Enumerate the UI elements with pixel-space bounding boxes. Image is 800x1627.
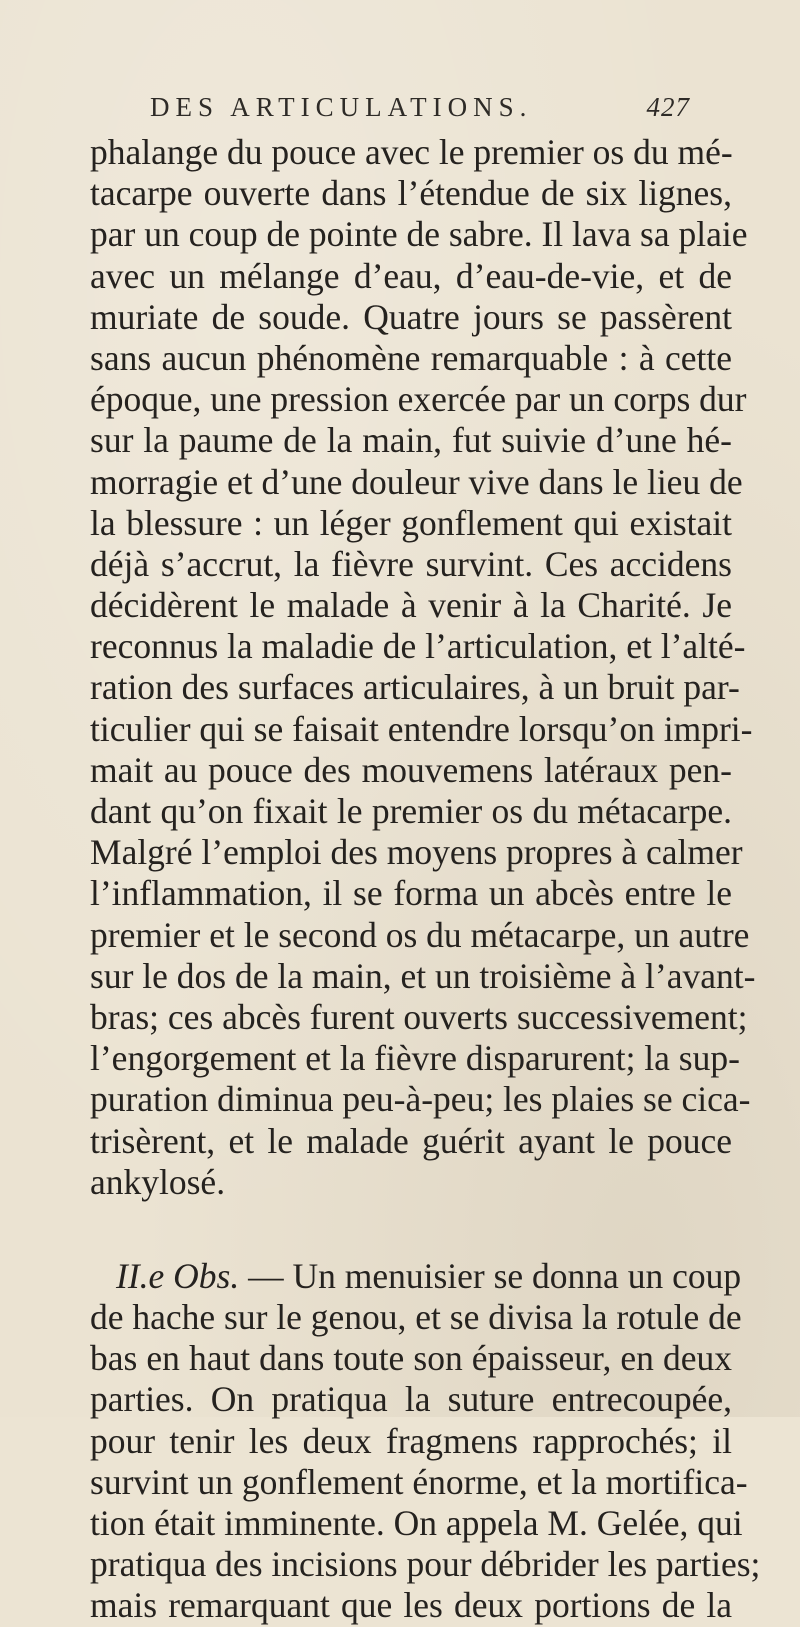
observation-label: II.e Obs. (116, 1255, 240, 1296)
text-line: sur le dos de la main, et un troisième à l’avant- (90, 955, 756, 996)
text-line: bras; ces abcès furent ouverts successivement; (90, 996, 748, 1037)
paragraph-observation-1 (90, 132, 756, 1203)
text-line: survint un gonflement énorme, et la mortifica- (90, 1461, 748, 1502)
text-line: déjà s’accrut, la fièvre survint. Ces accidens (90, 543, 732, 584)
text-line: reconnus la maladie de l’articulation, et l’alté- (90, 626, 746, 667)
text-fragment: — Un menuisier se donna un coup (248, 1255, 742, 1296)
text-line: parties. On pratiqua la suture entrecoupée, (90, 1379, 732, 1420)
text-line: l’inflammation, il se forma un abcès entre le (90, 873, 732, 914)
text-line: de hache sur le genou, et se divisa la rotule de (90, 1297, 742, 1338)
text-line: ticulier qui se faisait entendre lorsqu’on impri- (90, 708, 753, 749)
text-line: Malgré l’emploi des moyens propres à calmer (90, 832, 743, 873)
text-line: trisèrent, et le malade guérit ayant le pouce (90, 1120, 732, 1161)
text-line: décidèrent le malade à venir à la Charité. Je (90, 585, 732, 626)
text-line: sur la paume de la main, fut suivie d’une hé- (90, 420, 732, 461)
body-text (90, 132, 761, 1627)
text-line: époque, une pression exercée par un corps dur (90, 379, 747, 420)
text-line: l’engorgement et la fièvre disparurent; la sup- (90, 1038, 740, 1079)
running-head (150, 92, 690, 128)
running-title: DES ARTICULATIONS. (150, 92, 533, 122)
text-line: dant qu’on fixait le premier os du métacarpe. (90, 791, 732, 831)
text-line: muriate de soude. Quatre jours se passèrent (90, 296, 732, 337)
text-line: pratiqua des incisions pour débrider les parties; (90, 1544, 761, 1585)
paragraph-observation-2 (90, 1255, 761, 1627)
text-line: morragie et d’une douleur vive dans le lieu de (90, 461, 743, 502)
text-line: la blessure : un léger gonflement qui existait (90, 502, 732, 543)
text-line: sans aucun phénomène remarquable : à cette (90, 337, 732, 378)
text-line: pour tenir les deux fragmens rapprochés; il (90, 1420, 732, 1461)
text-line: phalange du pouce avec le premier os du mé- (90, 132, 733, 172)
text-line: mais remarquant que les deux portions de la (90, 1585, 732, 1626)
observation-heading-line (90, 1255, 742, 1297)
text-line: puration diminua peu-à-peu; les plaies se cica- (90, 1079, 751, 1120)
text-line: ration des surfaces articulaires, à un bruit par- (90, 667, 740, 708)
text-line: bas en haut dans toute son épaisseur, en deux (90, 1338, 732, 1379)
text-line: ankylosé. (90, 1161, 226, 1202)
page-number: 427 (646, 92, 690, 122)
text-line: avec un mélange d’eau, d’eau-de-vie, et de (90, 255, 732, 296)
text-line: tacarpe ouverte dans l’étendue de six lignes, (90, 173, 732, 214)
text-line: par un coup de pointe de sabre. Il lava sa plaie (90, 214, 748, 255)
text-line: mait au pouce des mouvemens latéraux pen- (90, 749, 732, 790)
paragraph-gap (90, 1203, 732, 1256)
text-line: tion était imminente. On appela M. Gelée, qui (90, 1503, 743, 1543)
text-line: premier et le second os du métacarpe, un autre (90, 914, 750, 955)
